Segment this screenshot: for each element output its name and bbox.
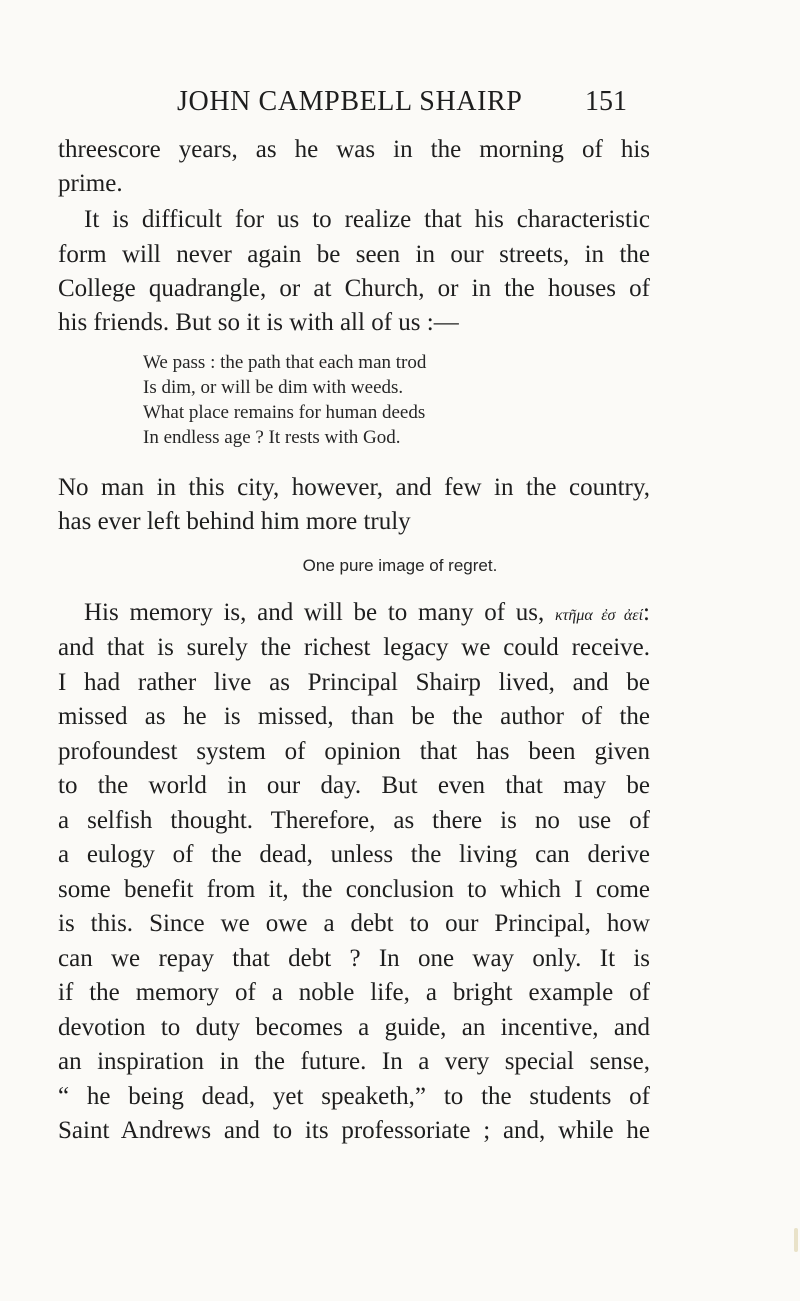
greek-phrase: κτῆμα ἐσ ἀεί <box>555 607 644 624</box>
body-line: and that is surely the richest legacy we could receive. <box>58 634 650 661</box>
page-number: 151 <box>585 86 627 117</box>
body-line: has ever left behind him more truly <box>58 508 411 535</box>
body-line: profoundest system of opinion that has been given <box>58 738 650 765</box>
body-line: if the memory of a noble life, a bright example of <box>58 979 650 1006</box>
body-line: “ he being dead, yet speaketh,” to the students of <box>58 1083 650 1110</box>
paper-blemish <box>794 1228 798 1252</box>
running-title: JOHN CAMPBELL SHAIRP <box>177 86 523 117</box>
body-line: missed as he is missed, than be the author of the <box>58 703 650 730</box>
body-line: to the world in our day. But even that may be <box>58 772 650 799</box>
verse-line: We pass : the path that each man trod <box>143 352 427 373</box>
body-text: : <box>643 599 650 626</box>
body-line: devotion to duty becomes a guide, an incentive, and <box>58 1014 650 1041</box>
body-line: College quadrangle, or at Church, or in the houses of <box>58 275 650 302</box>
body-line: a eulogy of the dead, unless the living can derive <box>58 841 650 868</box>
body-text: His memory is, and will be to many of us, <box>84 599 555 626</box>
body-line: No man in this city, however, and few in the country, <box>58 474 650 501</box>
verse-line: Is dim, or will be dim with weeds. <box>143 377 404 398</box>
body-line: an inspiration in the future. In a very special sense, <box>58 1048 650 1075</box>
epigraph-line: One pure image of regret. <box>302 556 498 575</box>
body-line: prime. <box>58 170 123 197</box>
body-line <box>84 596 650 633</box>
body-line: form will never again be seen in our streets, in the <box>58 241 650 268</box>
body-line: his friends. But so it is with all of us :— <box>58 309 459 336</box>
body-line: threescore years, as he was in the morning of his <box>58 136 650 163</box>
verse-line: In endless age ? It rests with God. <box>143 427 401 448</box>
page-header <box>177 80 627 124</box>
body-line: I had rather live as Principal Shairp lived, and be <box>58 669 650 696</box>
body-line: a selfish thought. Therefore, as there is no use of <box>58 807 650 834</box>
body-line: some benefit from it, the conclusion to which I come <box>58 876 650 903</box>
verse-line: What place remains for human deeds <box>143 402 426 423</box>
body-line: is this. Since we owe a debt to our Principal, how <box>58 910 650 937</box>
body-line: Saint Andrews and to its professoriate ; and, while he <box>58 1117 650 1144</box>
body-line: can we repay that debt ? In one way only. It is <box>58 945 650 972</box>
body-line: It is difficult for us to realize that his characteristic <box>84 206 650 233</box>
